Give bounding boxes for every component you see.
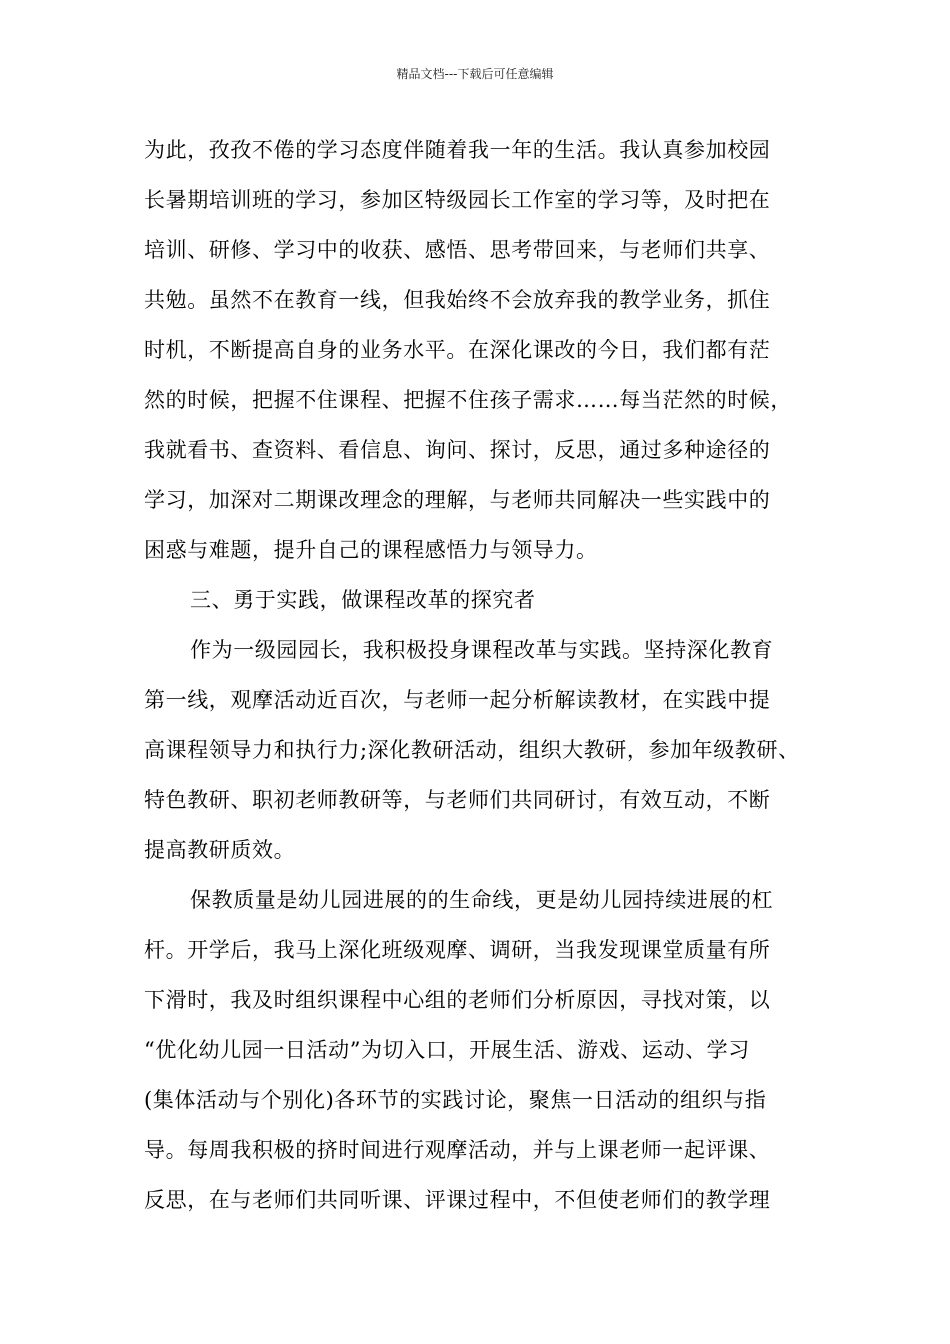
text-line: 提高教研质效。 [144,838,296,862]
text-line: 时机，不断提高自身的业务水平。在深化课改的今日，我们都有茫 [144,338,771,362]
text-line: 第一线，观摩活动近百次，与老师一起分析解读教材，在实践中提 [144,688,771,712]
text-line: 下滑时，我及时组织课程中心组的老师们分析原因，寻找对策，以 [144,988,771,1012]
text-line: 高课程领导力和执行力;深化教研活动，组织大教研，参加年级教研、 [144,738,800,762]
text-line: 反思，在与老师们共同听课、评课过程中，不但使老师们的教学理 [144,1188,771,1212]
text-line: 杆。开学后，我马上深化班级观摩、调研，当我发现课堂质量有所 [144,938,771,962]
text-line: “优化幼儿园一日活动”为切入口，开展生活、游戏、运动、学习 [144,1038,750,1062]
page-header: 精品文档---下载后可任意编辑 [396,67,554,81]
text-line: (集体活动与个别化)各环节的实践讨论，聚焦一日活动的组织与指 [144,1088,767,1112]
text-line: 特色教研、职初老师教研等，与老师们共同研讨，有效互动，不断 [144,788,771,812]
text-line: 为此，孜孜不倦的学习态度伴随着我一年的生活。我认真参加校园 [144,138,771,162]
text-line: 学习，加深对二期课改理念的理解，与老师共同解决一些实践中的 [144,488,771,512]
text-line: 然的时候，把握不住课程、把握不住孩子需求……每当茫然的时候， [144,388,792,412]
text-line: 长暑期培训班的学习，参加区特级园长工作室的学习等，及时把在 [144,188,771,212]
text-line: 导。每周我积极的挤时间进行观摩活动，并与上课老师一起评课、 [144,1138,771,1162]
text-line: 共勉。虽然不在教育一线，但我始终不会放弃我的教学业务，抓住 [144,288,771,312]
section-heading: 三、勇于实践，做课程改革的探究者 [190,588,536,612]
text-line: 我就看书、查资料、看信息、询问、探讨，反思，通过多种途径的 [144,438,771,462]
text-line: 作为一级园园长，我积极投身课程改革与实践。坚持深化教育 [190,638,774,662]
text-line: 培训、研修、学习中的收获、感悟、思考带回来，与老师们共享、 [144,238,771,262]
text-line: 保教质量是幼儿园进展的的生命线，更是幼儿园持续进展的杠 [190,888,774,912]
text-line: 困惑与难题，提升自己的课程感悟力与领导力。 [144,538,598,562]
